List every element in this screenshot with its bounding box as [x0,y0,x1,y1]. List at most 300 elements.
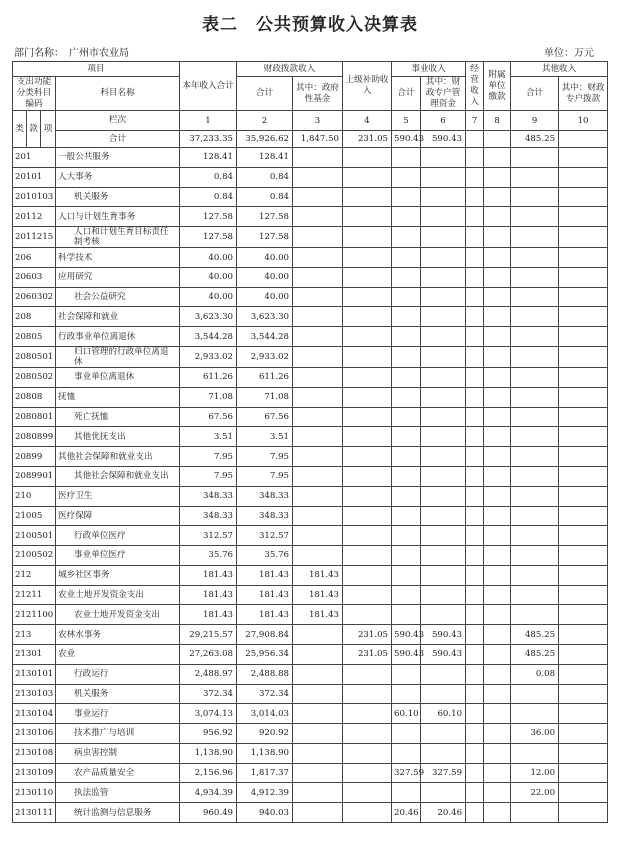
table-row [13,407,608,427]
row-code: 2130109 [13,763,56,783]
row-value-c4 [343,546,392,566]
row-value-c3 [293,644,343,664]
row-value-c8 [484,743,511,763]
row-value-c2: 312.57 [237,526,293,546]
seq-number: 5 [392,111,421,131]
row-value-c4 [343,148,392,168]
row-value-c1: 611.26 [180,368,237,388]
table-row [13,167,608,187]
row-value-c8 [484,387,511,407]
row-subject-name: 医疗保障 [56,506,180,526]
row-value-c4 [343,248,392,268]
row-value-c7 [466,287,484,307]
row-value-c7 [466,148,484,168]
row-value-c1: 0.84 [180,187,237,207]
page-title: 表二 公共预算收入决算表 [202,15,418,35]
row-value-c1: 2,488.97 [180,664,237,684]
row-code: 21211 [13,585,56,605]
row-value-c6 [421,287,466,307]
row-value-c5: 590.43 [392,644,421,664]
seq-number: 7 [466,111,484,131]
row-value-c8 [484,248,511,268]
row-value-c6 [421,148,466,168]
row-value-c3 [293,347,343,368]
row-value-c2: 1,817.37 [237,763,293,783]
seq-number: 10 [559,111,608,131]
total-cell: 590.43 [421,131,466,148]
row-value-c5 [392,368,421,388]
row-value-c9 [511,704,559,724]
table-row [13,783,608,803]
row-value-c9 [511,466,559,486]
row-value-c9 [511,167,559,187]
row-value-c1: 127.58 [180,207,237,227]
row-value-c2: 611.26 [237,368,293,388]
row-value-c8 [484,187,511,207]
row-value-c8 [484,327,511,347]
row-code: 2080801 [13,407,56,427]
row-value-c5 [392,187,421,207]
row-value-c3 [293,427,343,447]
row-value-c7 [466,327,484,347]
row-value-c2: 35.76 [237,546,293,566]
row-value-c2: 40.00 [237,287,293,307]
row-value-c5 [392,267,421,287]
row-value-c3 [293,664,343,684]
row-value-c7 [466,783,484,803]
total-cell: 590.43 [392,131,421,148]
row-value-c5 [392,387,421,407]
row-value-c9 [511,307,559,327]
row-value-c9 [511,506,559,526]
row-value-c3 [293,486,343,506]
row-value-c3 [293,546,343,566]
row-value-c5 [392,248,421,268]
row-value-c8 [484,664,511,684]
row-value-c1: 0.84 [180,167,237,187]
row-value-c7 [466,227,484,248]
col-item-header: 项目 [13,62,180,77]
row-value-c10 [559,526,608,546]
row-value-c9 [511,407,559,427]
row-value-c8 [484,307,511,327]
row-value-c7 [466,803,484,823]
row-value-c1: 27,263.08 [180,644,237,664]
row-value-c3 [293,506,343,526]
row-value-c4 [343,227,392,248]
col-xiang-header: 项 [41,111,56,148]
total-cell: 37,233.35 [180,131,237,148]
row-value-c9 [511,447,559,467]
total-cell [559,131,608,148]
row-value-c6 [421,565,466,585]
row-value-c3 [293,625,343,645]
row-value-c4 [343,466,392,486]
row-value-c6 [421,605,466,625]
row-value-c5: 327.59 [392,763,421,783]
row-value-c8 [484,368,511,388]
table-row [13,287,608,307]
row-value-c8 [484,763,511,783]
row-subject-name: 机关服务 [56,187,180,207]
row-value-c1: 181.43 [180,565,237,585]
col-lei-header: 类 [13,111,27,148]
seq-number: 4 [343,111,392,131]
col-kuan-header: 款 [27,111,41,148]
row-value-c6 [421,207,466,227]
table-row [13,724,608,744]
row-value-c2: 181.43 [237,585,293,605]
row-subject-name: 归口管理的行政单位离退休 [56,347,180,368]
row-code: 2121100 [13,605,56,625]
row-value-c7 [466,546,484,566]
row-subject-name: 行政运行 [56,664,180,684]
row-value-c5 [392,743,421,763]
row-value-c10 [559,187,608,207]
row-value-c1: 7.95 [180,466,237,486]
col-total-income-header: 本年收入合计 [180,62,237,111]
row-code: 206 [13,248,56,268]
row-value-c7 [466,743,484,763]
table-row [13,187,608,207]
row-value-c6: 590.43 [421,625,466,645]
row-value-c8 [484,407,511,427]
row-code: 2130106 [13,724,56,744]
table-row [13,506,608,526]
row-value-c10 [559,227,608,248]
row-value-c2: 940.03 [237,803,293,823]
row-code: 20805 [13,327,56,347]
row-value-c10 [559,486,608,506]
row-value-c4 [343,407,392,427]
row-value-c6: 20.46 [421,803,466,823]
row-value-c1: 35.76 [180,546,237,566]
row-value-c10 [559,347,608,368]
total-cell: 35,926.62 [237,131,293,148]
row-value-c1: 1,138.90 [180,743,237,763]
row-code: 201 [13,148,56,168]
row-value-c4 [343,803,392,823]
department-name: 部门名称： 广州市农业局 [14,48,129,59]
row-value-c2: 1,138.90 [237,743,293,763]
row-value-c10 [559,466,608,486]
total-label: 合计 [56,131,180,148]
seq-number: 3 [293,111,343,131]
table-row [13,565,608,585]
row-value-c1: 40.00 [180,287,237,307]
row-value-c3 [293,783,343,803]
row-value-c7 [466,644,484,664]
row-subject-name: 机关服务 [56,684,180,704]
row-value-c3 [293,743,343,763]
table-row [13,227,608,248]
row-value-c5 [392,407,421,427]
table-row [13,684,608,704]
row-value-c10 [559,684,608,704]
row-subject-name: 死亡抚恤 [56,407,180,427]
row-value-c1: 3.51 [180,427,237,447]
row-value-c1: 348.33 [180,506,237,526]
row-value-c9: 22.00 [511,783,559,803]
row-value-c1: 372.34 [180,684,237,704]
row-value-c6 [421,466,466,486]
row-value-c9 [511,267,559,287]
row-value-c1: 2,933.02 [180,347,237,368]
row-value-c4 [343,783,392,803]
row-value-c2: 7.95 [237,447,293,467]
row-value-c10 [559,644,608,664]
row-value-c9 [511,368,559,388]
row-value-c3 [293,684,343,704]
row-value-c4 [343,605,392,625]
row-value-c3 [293,287,343,307]
row-subject-name: 其他优抚支出 [56,427,180,447]
row-value-c2: 3,623.30 [237,307,293,327]
row-value-c5: 20.46 [392,803,421,823]
row-value-c7 [466,347,484,368]
row-value-c1: 3,074.13 [180,704,237,724]
row-value-c2: 372.34 [237,684,293,704]
row-value-c2: 3,544.28 [237,327,293,347]
row-value-c3 [293,307,343,327]
row-value-c3: 181.43 [293,605,343,625]
row-value-c6 [421,783,466,803]
row-value-c8 [484,227,511,248]
row-value-c3: 181.43 [293,565,343,585]
row-value-c6 [421,387,466,407]
row-code: 2130110 [13,783,56,803]
row-value-c3 [293,704,343,724]
row-value-c8 [484,347,511,368]
row-value-c9 [511,565,559,585]
header-row-2 [13,77,608,111]
row-value-c10 [559,763,608,783]
row-value-c1: 348.33 [180,486,237,506]
row-value-c4 [343,207,392,227]
row-value-c5 [392,327,421,347]
row-subject-name: 应用研究 [56,267,180,287]
row-value-c9 [511,347,559,368]
row-value-c7 [466,486,484,506]
row-code: 20899 [13,447,56,467]
row-subject-name: 病虫害控制 [56,743,180,763]
row-code: 20101 [13,167,56,187]
row-value-c4 [343,187,392,207]
row-value-c5: 590.43 [392,625,421,645]
row-subject-name: 事业运行 [56,704,180,724]
row-value-c5 [392,347,421,368]
row-value-c1: 7.95 [180,447,237,467]
row-value-c7 [466,763,484,783]
row-value-c4: 231.05 [343,644,392,664]
row-subject-name: 农产品质量安全 [56,763,180,783]
seq-number: 6 [421,111,466,131]
row-value-c8 [484,724,511,744]
col-business-special-header: 其中：财政专户管理资金 [421,77,466,111]
row-value-c7 [466,427,484,447]
row-value-c7 [466,466,484,486]
row-value-c8 [484,447,511,467]
row-value-c8 [484,644,511,664]
row-value-c5 [392,605,421,625]
row-subject-name: 人口和计划生育目标责任制考核 [56,227,180,248]
row-subject-name: 其他社会保障和就业支出 [56,466,180,486]
row-value-c4 [343,368,392,388]
row-value-c6 [421,167,466,187]
row-value-c7 [466,625,484,645]
total-cell: 1,847.50 [293,131,343,148]
row-value-c10 [559,427,608,447]
row-subject-name: 事业单位医疗 [56,546,180,566]
row-code: 20808 [13,387,56,407]
row-value-c6 [421,248,466,268]
row-value-c7 [466,187,484,207]
row-value-c3 [293,368,343,388]
row-value-c6 [421,526,466,546]
row-value-c6 [421,664,466,684]
row-value-c5 [392,466,421,486]
row-code: 2130103 [13,684,56,704]
col-fiscal-header: 财政拨款收入 [237,62,343,77]
row-value-c8 [484,167,511,187]
row-code: 2130111 [13,803,56,823]
row-value-c7 [466,506,484,526]
row-subject-name: 技术推广与培训 [56,724,180,744]
row-value-c5 [392,565,421,585]
row-subject-name: 统计监测与信息服务 [56,803,180,823]
row-value-c9 [511,207,559,227]
row-code: 2080502 [13,368,56,388]
row-value-c9 [511,585,559,605]
row-value-c9: 485.25 [511,625,559,645]
row-value-c1: 3,623.30 [180,307,237,327]
row-value-c10 [559,565,608,585]
table-row [13,368,608,388]
table-row [13,803,608,823]
row-value-c2: 181.43 [237,605,293,625]
row-value-c2: 0.84 [237,167,293,187]
row-value-c10 [559,248,608,268]
row-value-c4: 231.05 [343,625,392,645]
row-value-c9 [511,684,559,704]
row-value-c4 [343,427,392,447]
seq-label: 栏次 [56,111,180,131]
row-value-c9: 0.08 [511,664,559,684]
row-value-c4 [343,327,392,347]
row-value-c3 [293,167,343,187]
row-value-c10 [559,743,608,763]
row-value-c4 [343,724,392,744]
table-row [13,526,608,546]
table-row [13,585,608,605]
row-code: 212 [13,565,56,585]
row-value-c5 [392,227,421,248]
row-value-c5: 60.10 [392,704,421,724]
total-row [13,131,608,148]
row-value-c1: 960.49 [180,803,237,823]
table-row [13,625,608,645]
row-value-c4 [343,585,392,605]
col-upper-subsidy-header: 上级补助收入 [343,62,392,111]
row-code: 210 [13,486,56,506]
row-value-c5 [392,684,421,704]
row-value-c5 [392,167,421,187]
col-other-header: 其他收入 [511,62,608,77]
row-subject-name: 农业土地开发资金支出 [56,605,180,625]
row-value-c2: 3.51 [237,427,293,447]
table-row [13,644,608,664]
row-subject-name: 社会保障和就业 [56,307,180,327]
row-value-c10 [559,207,608,227]
row-value-c2: 40.00 [237,248,293,268]
row-code: 213 [13,625,56,645]
row-value-c3 [293,207,343,227]
row-value-c8 [484,565,511,585]
table-row [13,148,608,168]
row-value-c4 [343,347,392,368]
row-value-c9 [511,227,559,248]
row-value-c2: 128.41 [237,148,293,168]
col-affiliate-header: 附属单位缴款 [484,62,511,111]
budget-income-table [12,61,608,823]
row-value-c4 [343,287,392,307]
row-value-c6 [421,724,466,744]
row-value-c2: 348.33 [237,486,293,506]
row-subject-name: 农林水事务 [56,625,180,645]
row-value-c7 [466,565,484,585]
row-value-c3: 181.43 [293,585,343,605]
row-value-c1: 312.57 [180,526,237,546]
row-value-c3 [293,267,343,287]
row-code: 2080501 [13,347,56,368]
row-value-c6 [421,407,466,427]
row-value-c8 [484,287,511,307]
row-value-c4 [343,763,392,783]
row-value-c1: 29,215.57 [180,625,237,645]
col-fiscal-gov-fund-header: 其中：政府性基金 [293,77,343,111]
row-value-c2: 3,014.03 [237,704,293,724]
row-value-c7 [466,724,484,744]
row-value-c9 [511,327,559,347]
col-fiscal-total-header: 合计 [237,77,293,111]
row-value-c10 [559,704,608,724]
row-value-c10 [559,724,608,744]
row-subject-name: 行政单位医疗 [56,526,180,546]
table-row [13,486,608,506]
row-code: 2130101 [13,664,56,684]
row-value-c10 [559,447,608,467]
row-value-c7 [466,684,484,704]
table-row [13,664,608,684]
row-value-c8 [484,506,511,526]
total-cell [484,131,511,148]
seq-number: 1 [180,111,237,131]
col-operating-header: 经营收入 [466,62,484,111]
row-value-c3 [293,724,343,744]
row-value-c8 [484,684,511,704]
row-value-c3 [293,227,343,248]
row-value-c8 [484,704,511,724]
seq-number: 8 [484,111,511,131]
row-value-c4 [343,506,392,526]
row-value-c8 [484,605,511,625]
row-value-c3 [293,466,343,486]
row-value-c6 [421,447,466,467]
table-row [13,427,608,447]
row-value-c10 [559,605,608,625]
row-value-c5 [392,724,421,744]
col-other-total-header: 合计 [511,77,559,111]
